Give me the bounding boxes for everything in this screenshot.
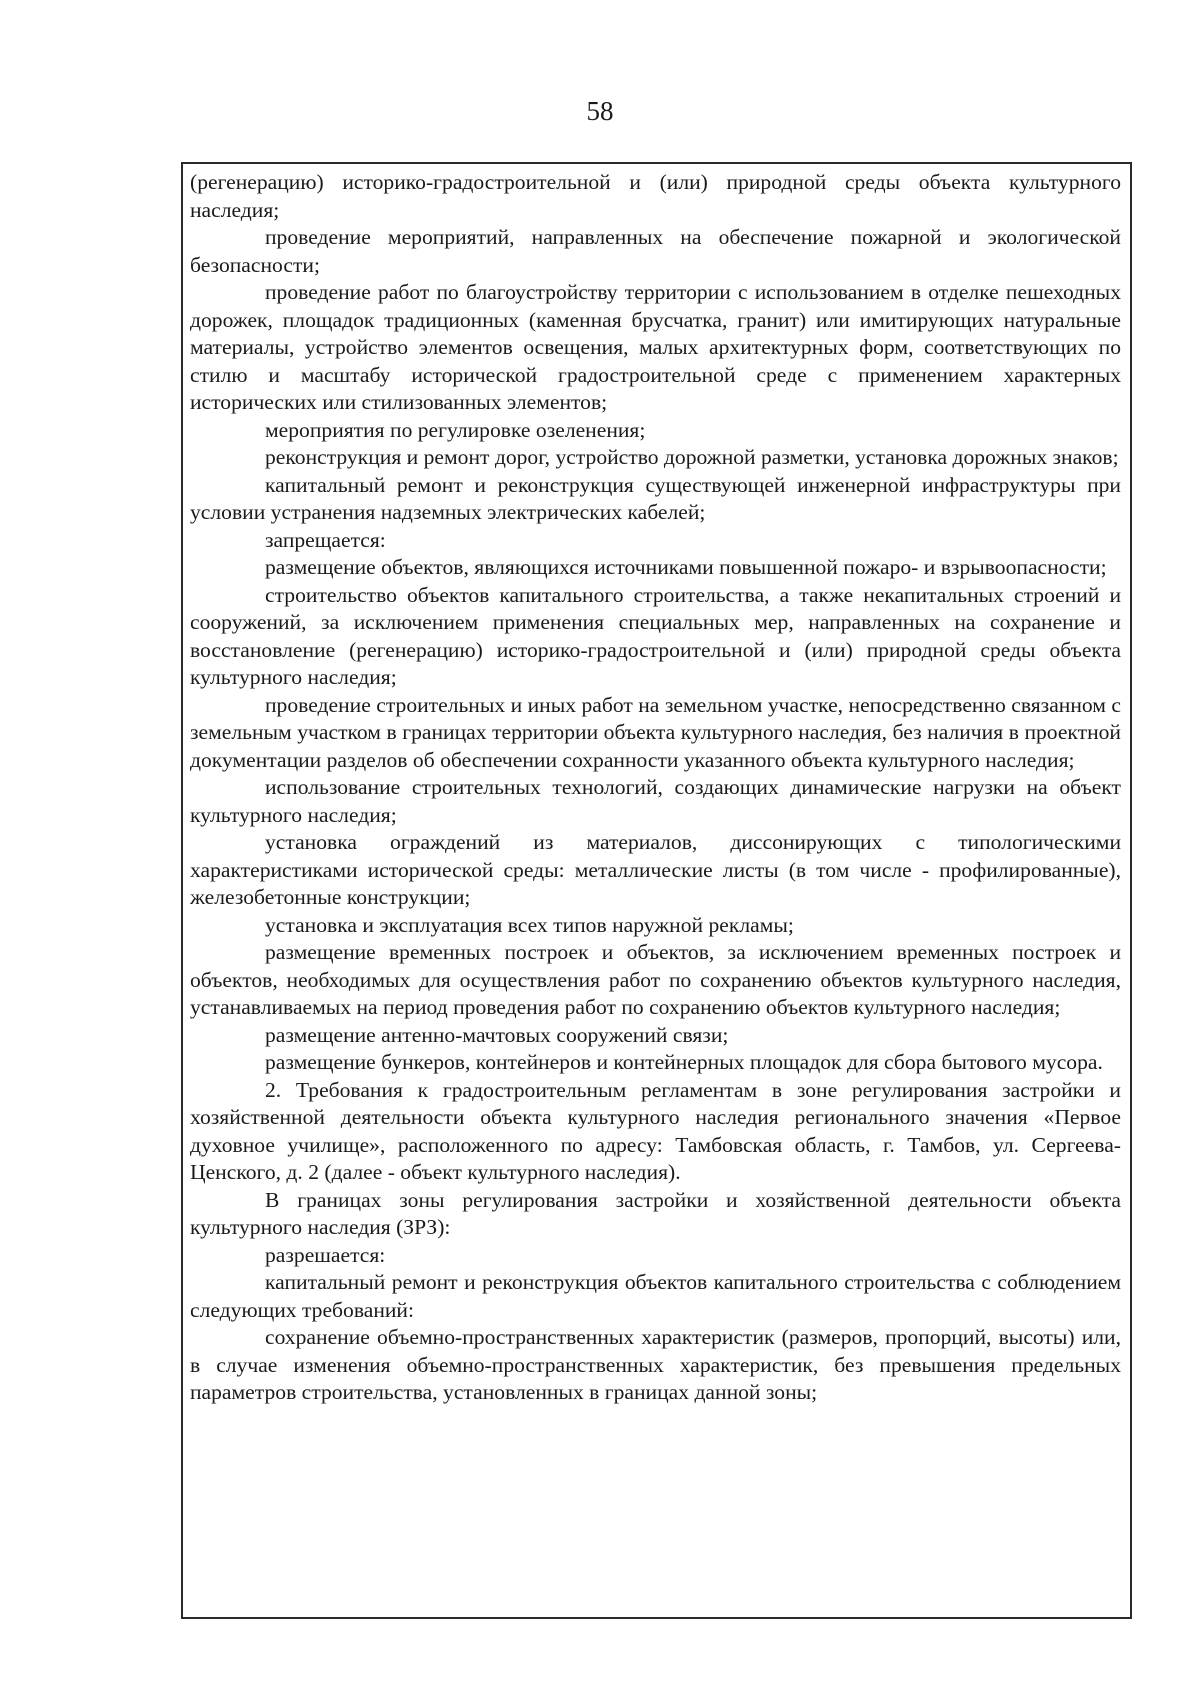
paragraph: капитальный ремонт и реконструкция существующей инженерной инфраструктуры при условии устранения надземных электрических кабелей; (190, 472, 1121, 524)
paragraph: проведение мероприятий, направленных на обеспечение пожарной и экологической безопасности; (190, 225, 1121, 277)
paragraph: запрещается: (265, 527, 386, 552)
paragraph: 2. Требования к градостроительным регламентам в зоне регулирования застройки и хозяйственной деятельности объекта культурного наследия регионального значения «Первое духовное училище», расположенного по адресу: Тамбовская область, г. Тамбов, ул. Сергеева-Ценского, д. 2 (далее - объект культурного наследия). (190, 1077, 1121, 1184)
paragraph: размещение антенно-мачтовых сооружений связи; (265, 1022, 729, 1047)
page-number: 58 (586, 96, 614, 126)
paragraph: установка и эксплуатация всех типов наружной рекламы; (265, 912, 794, 937)
paragraph: строительство объектов капитального строительства, а также некапитальных строений и сооружений, за исключением применения специальных мер, направленных на сохранение и восстановление (регенерацию) историко-градостроительной и (или) природной среды объекта культурного наследия; (190, 582, 1121, 689)
paragraph: реконструкция и ремонт дорог, устройство дорожной разметки, установка дорожных знаков; (265, 445, 1119, 469)
paragraph: капитальный ремонт и реконструкция объектов капитального строительства с соблюдением следующих требований: (190, 1270, 1121, 1322)
paragraph: разрешается: (265, 1242, 386, 1267)
paragraph: В границах зоны регулирования застройки и хозяйственной деятельности объекта культурного наследия (ЗРЗ): (190, 1187, 1121, 1239)
paragraph: (регенерацию) историко-градостроительной и (или) природной среды объекта культурного наследия; (190, 170, 1121, 222)
paragraph: установка ограждений из материалов, диссонирующих с типологическими характеристиками исторической среды: металлические листы (в том числе - профилированные), железобетонные конструкции; (190, 830, 1121, 909)
paragraph: размещение объектов, являющихся источниками повышенной пожаро- и взрывоопасности; (265, 555, 1107, 579)
document-text-frame (181, 162, 1132, 1619)
paragraph: размещение временных построек и объектов, за исключением временных построек и объектов, необходимых для осуществления работ по сохранению объектов культурного наследия, устанавливаемых на период проведения работ по сохранению объектов культурного наследия; (190, 940, 1121, 1019)
paragraph: сохранение объемно-пространственных характеристик (размеров, пропорций, высоты) или, в случае изменения объемно-пространственных характеристик, без превышения предельных параметров строительства, установленных в границах данной зоны; (190, 1325, 1121, 1404)
paragraph: размещение бункеров, контейнеров и контейнерных площадок для сбора бытового мусора. (265, 1050, 1103, 1074)
paragraph: использование строительных технологий, создающих динамические нагрузки на объект культурного наследия; (190, 775, 1121, 827)
paragraph: проведение работ по благоустройству территории с использованием в отделке пешеходных дорожек, площадок традиционных (каменная брусчатка, гранит) или имитирующих натуральные материалы, устройство элементов освещения, малых архитектурных форм, соответствующих по стилю и масштабу исторической градостроительной среде с применением характерных исторических или стилизованных элементов; (190, 280, 1121, 414)
paragraph: мероприятия по регулировке озеленения; (265, 417, 646, 442)
paragraph: проведение строительных и иных работ на земельном участке, непосредственно связанном с земельным участком в границах территории объекта культурного наследия, без наличия в проектной документации разделов об обеспечении сохранности указанного объекта культурного наследия; (190, 692, 1121, 772)
